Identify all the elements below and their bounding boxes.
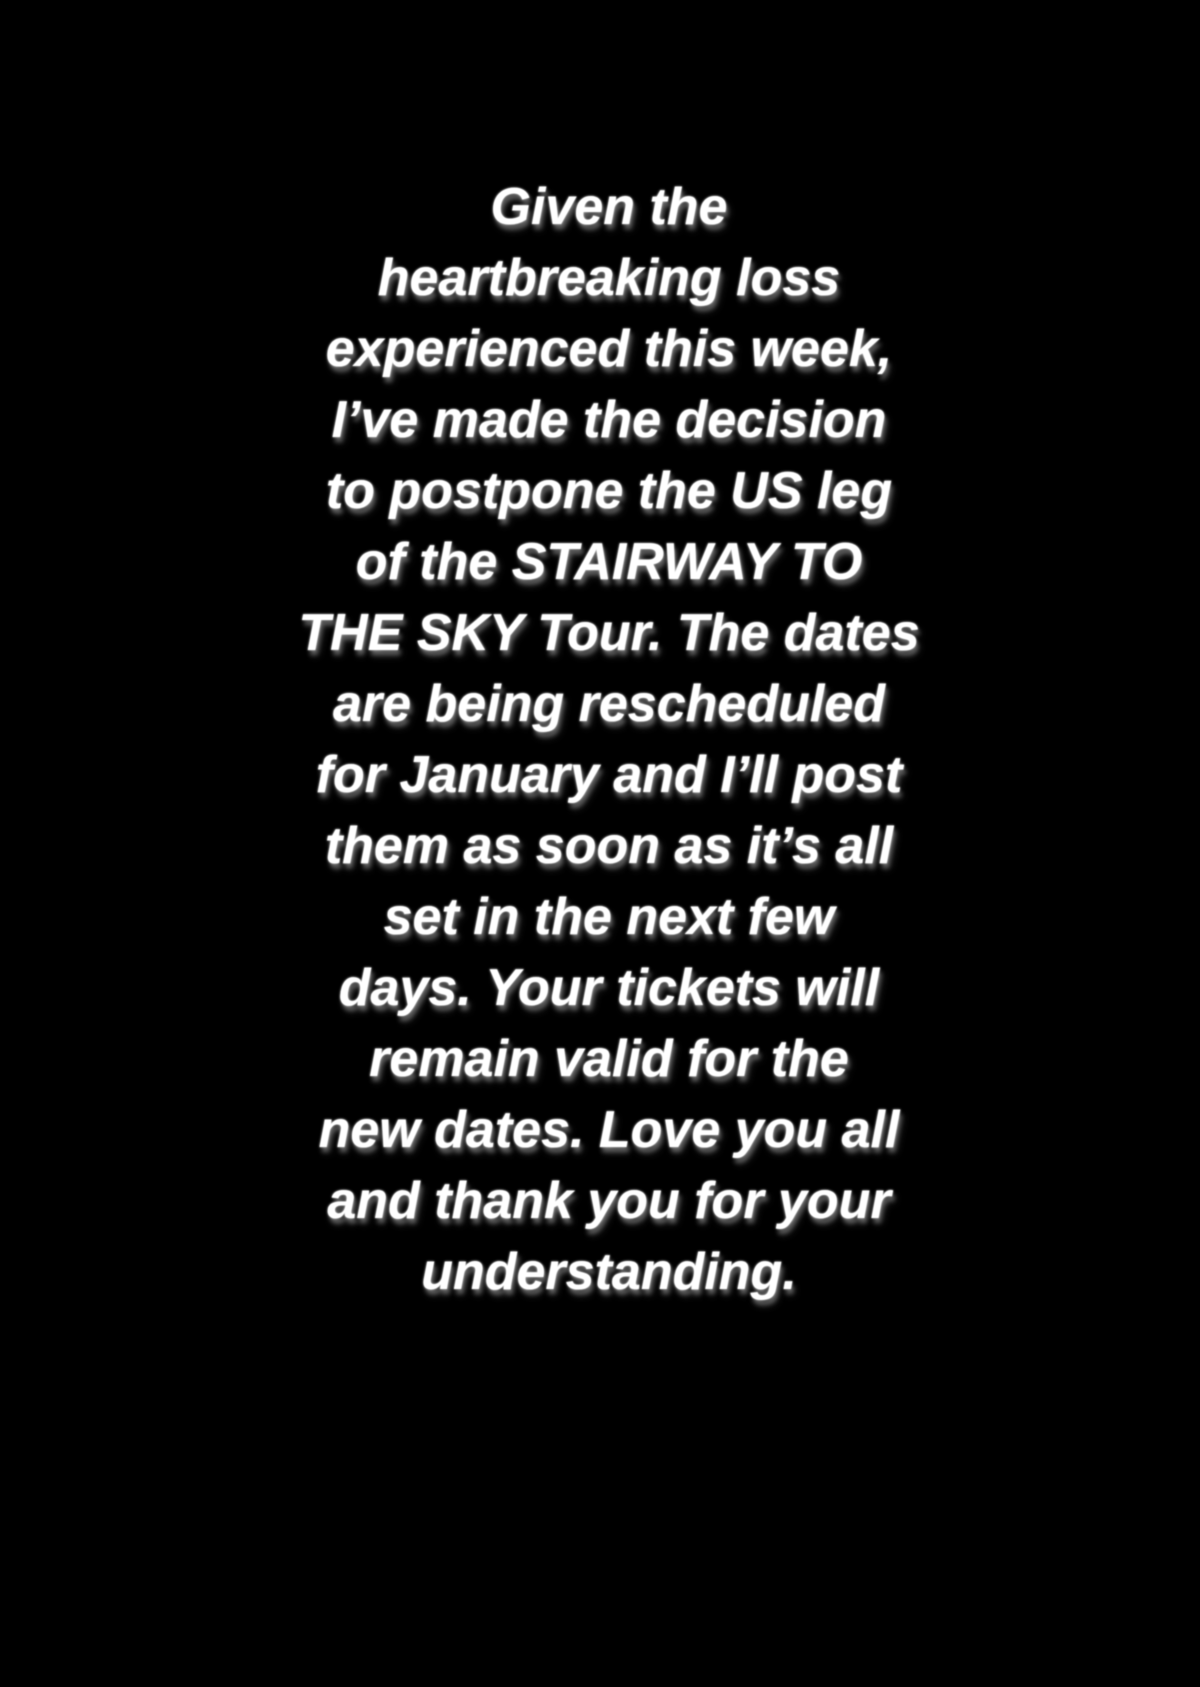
text-line: Given the xyxy=(490,178,728,236)
text-line: understanding. xyxy=(421,1243,797,1301)
text-line: set in the next few xyxy=(383,888,835,946)
text-line: to postpone the US leg xyxy=(325,462,893,520)
text-line: for January and I’ll post xyxy=(315,746,903,804)
text-line: new dates. Love you all xyxy=(318,1101,900,1159)
text-line: and thank you for your xyxy=(327,1172,891,1230)
text-line: of the STAIRWAY TO xyxy=(355,533,863,591)
text-line: I’ve made the decision xyxy=(331,391,887,449)
text-line: experienced this week, xyxy=(325,320,893,378)
text-line: are being rescheduled xyxy=(333,675,885,733)
announcement-text-block xyxy=(9,0,1200,1308)
text-line: remain valid for the xyxy=(369,1030,849,1088)
text-line: THE SKY Tour. The dates xyxy=(298,604,920,662)
text-line: them as soon as it’s all xyxy=(324,817,894,875)
text-line: heartbreaking loss xyxy=(377,249,841,307)
text-line: days. Your tickets will xyxy=(338,959,880,1017)
